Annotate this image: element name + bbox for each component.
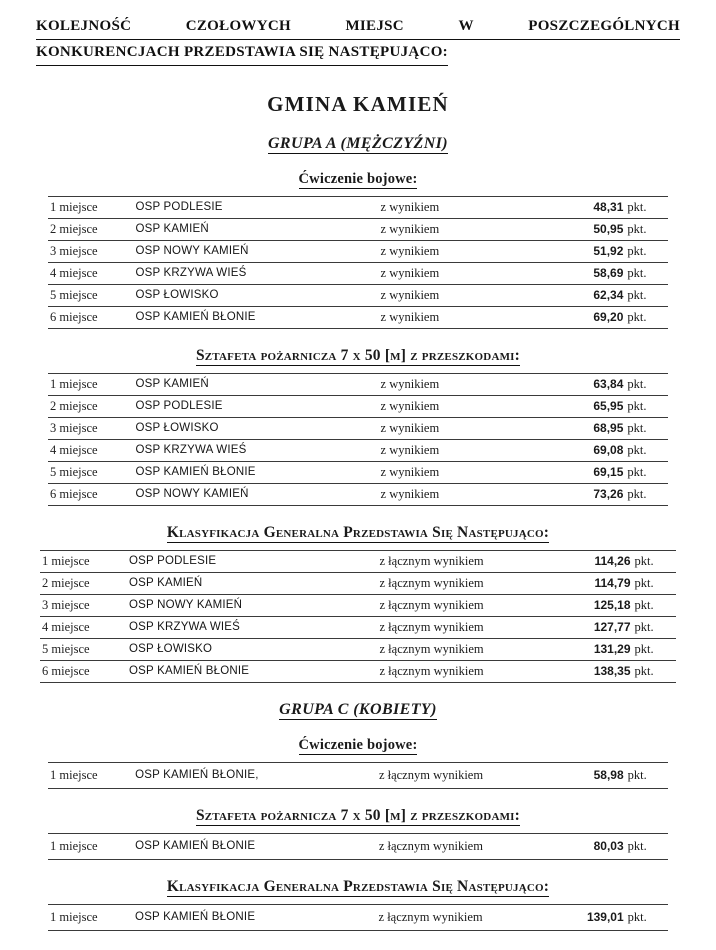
score-value: 138,35 [559,660,632,682]
place-label: 2 miejsce [40,572,127,594]
table-row [48,833,668,859]
table-row [48,904,668,930]
score-value: 51,92 [554,240,625,262]
section-title-c-1-text: Ćwiczenie bojowe: [298,736,418,753]
result-prefix: z wynikiem [379,306,555,328]
place-label: 6 miejsce [48,483,133,505]
score-value: 58,69 [554,262,625,284]
score-value: 127,77 [559,616,632,638]
intro-word: KOLEJNOŚĆ [36,18,132,34]
club-name: OSP KAMIEŃ BŁONIE [133,461,378,483]
place-label: 5 miejsce [48,461,133,483]
score-value: 69,08 [554,439,625,461]
score-unit: pkt. [625,417,668,439]
result-prefix: z łącznym wynikiem [377,833,555,859]
score-unit: pkt. [625,218,668,240]
group-title-c [0,701,716,719]
score-unit: pkt. [633,660,676,682]
section-title-a-2-text: Sztafeta pożarnicza 7 x 50 [m] z przeszkodami: [195,346,521,364]
score-unit: pkt. [625,262,668,284]
score-unit: pkt. [633,550,676,572]
table-row [48,240,668,262]
score-unit: pkt. [626,833,668,859]
place-label: 5 miejsce [48,284,133,306]
table-row [48,762,668,788]
table-row [48,262,668,284]
place-label: 4 miejsce [48,439,133,461]
club-name: OSP NOWY KAMIEŃ [133,483,378,505]
score-value: 62,34 [554,284,625,306]
intro-word: MIEJSC [345,18,404,34]
section-title-c-1 [0,737,716,754]
result-prefix: z wynikiem [379,439,555,461]
table-row [40,550,676,572]
place-label: 3 miejsce [40,594,127,616]
club-name: OSP KAMIEŃ BŁONIE [133,306,378,328]
page-title: GMINA KAMIEŃ [267,91,449,116]
club-name: OSP NOWY KAMIEŃ [133,240,378,262]
group-title-c-text: GRUPA C (KOBIETY) [279,700,437,718]
score-unit: pkt. [625,483,668,505]
score-value: 73,26 [554,483,625,505]
club-name: OSP ŁOWISKO [127,638,377,660]
place-label: 1 miejsce [48,833,133,859]
results-table-a-2 [48,373,668,506]
place-label: 1 miejsce [48,196,133,218]
section-title-a-1-text: Ćwiczenie bojowe: [298,170,418,187]
result-prefix: z wynikiem [379,218,555,240]
score-unit: pkt. [633,594,676,616]
score-unit: pkt. [625,240,668,262]
score-value: 69,20 [554,306,625,328]
intro-heading [36,16,680,66]
score-value: 68,95 [554,417,625,439]
section-title-c-2-text: Sztafeta pożarnicza 7 x 50 [m] z przeszkodami: [195,806,521,824]
score-value: 69,15 [554,461,625,483]
place-label: 6 miejsce [40,660,127,682]
place-label: 1 miejsce [48,904,133,930]
table-row [40,594,676,616]
club-name: OSP PODLESIE [127,550,377,572]
score-unit: pkt. [625,196,668,218]
score-unit: pkt. [625,395,668,417]
result-prefix: z wynikiem [379,240,555,262]
score-unit: pkt. [625,461,668,483]
results-table-c-2 [48,833,668,860]
score-value: 63,84 [554,373,625,395]
score-unit: pkt. [633,638,676,660]
score-value: 131,29 [559,638,632,660]
table-row [48,306,668,328]
club-name: OSP PODLESIE [133,395,378,417]
place-label: 2 miejsce [48,395,133,417]
score-value: 65,95 [554,395,625,417]
place-label: 4 miejsce [48,262,133,284]
club-name: OSP KAMIEŃ BŁONIE [133,904,376,930]
score-unit: pkt. [625,284,668,306]
result-prefix: z łącznym wynikiem [378,660,560,682]
place-label: 4 miejsce [40,616,127,638]
score-unit: pkt. [626,904,668,930]
section-title-a-3-text: Klasyfikacja Generalna Przedstawia Się Następująco: [166,523,550,541]
table-row [48,218,668,240]
club-name: OSP KAMIEŃ [133,218,378,240]
table-row [48,417,668,439]
result-prefix: z wynikiem [379,196,555,218]
table-row [40,572,676,594]
score-unit: pkt. [633,572,676,594]
result-prefix: z wynikiem [379,395,555,417]
section-a-1 [0,171,716,329]
results-table-a-1 [48,196,668,329]
results-table-a-3 [40,550,676,683]
intro-word: POSZCZEGÓLNYCH [528,18,680,34]
score-value: 125,18 [559,594,632,616]
section-c-2 [0,807,716,860]
table-row [40,638,676,660]
intro-line-1 [36,16,680,40]
place-label: 1 miejsce [48,373,133,395]
result-prefix: z łącznym wynikiem [378,594,560,616]
section-title-a-3 [0,524,716,542]
club-name: OSP ŁOWISKO [133,417,378,439]
score-value: 114,79 [559,572,632,594]
table-row [48,395,668,417]
place-label: 1 miejsce [48,762,133,788]
section-c-3 [0,878,716,931]
group-title-a-text: GRUPA A (MĘŻCZYŹNI) [267,134,449,152]
table-row [48,196,668,218]
place-label: 3 miejsce [48,240,133,262]
club-name: OSP KRZYWA WIEŚ [133,439,378,461]
score-value: 48,31 [554,196,625,218]
club-name: OSP KAMIEŃ [133,373,378,395]
club-name: OSP KAMIEŃ BŁONIE, [133,762,377,788]
results-table-c-1 [48,762,668,789]
table-row [48,439,668,461]
score-unit: pkt. [625,439,668,461]
table-row [48,284,668,306]
table-row [48,483,668,505]
club-name: OSP KAMIEŃ [127,572,377,594]
score-unit: pkt. [625,373,668,395]
score-value: 139,01 [554,904,625,930]
document-page [0,16,716,950]
result-prefix: z wynikiem [379,461,555,483]
club-name: OSP ŁOWISKO [133,284,378,306]
club-name: OSP KRZYWA WIEŚ [133,262,378,284]
place-label: 6 miejsce [48,306,133,328]
place-label: 3 miejsce [48,417,133,439]
intro-word: CZOŁOWYCH [185,18,291,34]
score-unit: pkt. [626,762,668,788]
result-prefix: z łącznym wynikiem [377,762,555,788]
result-prefix: z łącznym wynikiem [378,616,560,638]
section-title-a-2 [0,347,716,365]
section-c-1 [0,737,716,789]
group-title-a [0,135,716,153]
table-row [40,660,676,682]
place-label: 2 miejsce [48,218,133,240]
place-label: 5 miejsce [40,638,127,660]
results-table-c-3 [48,904,668,931]
result-prefix: z łącznym wynikiem [377,904,555,930]
club-name: OSP NOWY KAMIEŃ [127,594,377,616]
table-row [48,373,668,395]
section-title-c-3 [0,878,716,896]
score-value: 50,95 [554,218,625,240]
result-prefix: z wynikiem [379,262,555,284]
table-row [40,616,676,638]
result-prefix: z łącznym wynikiem [378,572,560,594]
score-value: 58,98 [555,762,626,788]
result-prefix: z wynikiem [379,483,555,505]
result-prefix: z łącznym wynikiem [378,638,560,660]
place-label: 1 miejsce [40,550,127,572]
table-row [48,461,668,483]
result-prefix: z wynikiem [379,284,555,306]
score-value: 80,03 [555,833,626,859]
intro-word: W [458,18,474,34]
section-title-c-2 [0,807,716,825]
result-prefix: z wynikiem [379,373,555,395]
club-name: OSP PODLESIE [133,196,378,218]
score-unit: pkt. [625,306,668,328]
club-name: OSP KRZYWA WIEŚ [127,616,377,638]
score-value: 114,26 [559,550,632,572]
intro-line-2: KONKURENCJACH PRZEDSTAWIA SIĘ NASTĘPUJĄCO: [36,42,448,66]
club-name: OSP KAMIEŃ BŁONIE [127,660,377,682]
result-prefix: z łącznym wynikiem [378,550,560,572]
club-name: OSP KAMIEŃ BŁONIE [133,833,377,859]
section-title-c-3-text: Klasyfikacja Generalna Przedstawia Się Następująco: [166,877,550,895]
result-prefix: z wynikiem [379,417,555,439]
section-title-a-1 [0,171,716,188]
section-a-2 [0,347,716,506]
section-a-3 [0,524,716,683]
score-unit: pkt. [633,616,676,638]
